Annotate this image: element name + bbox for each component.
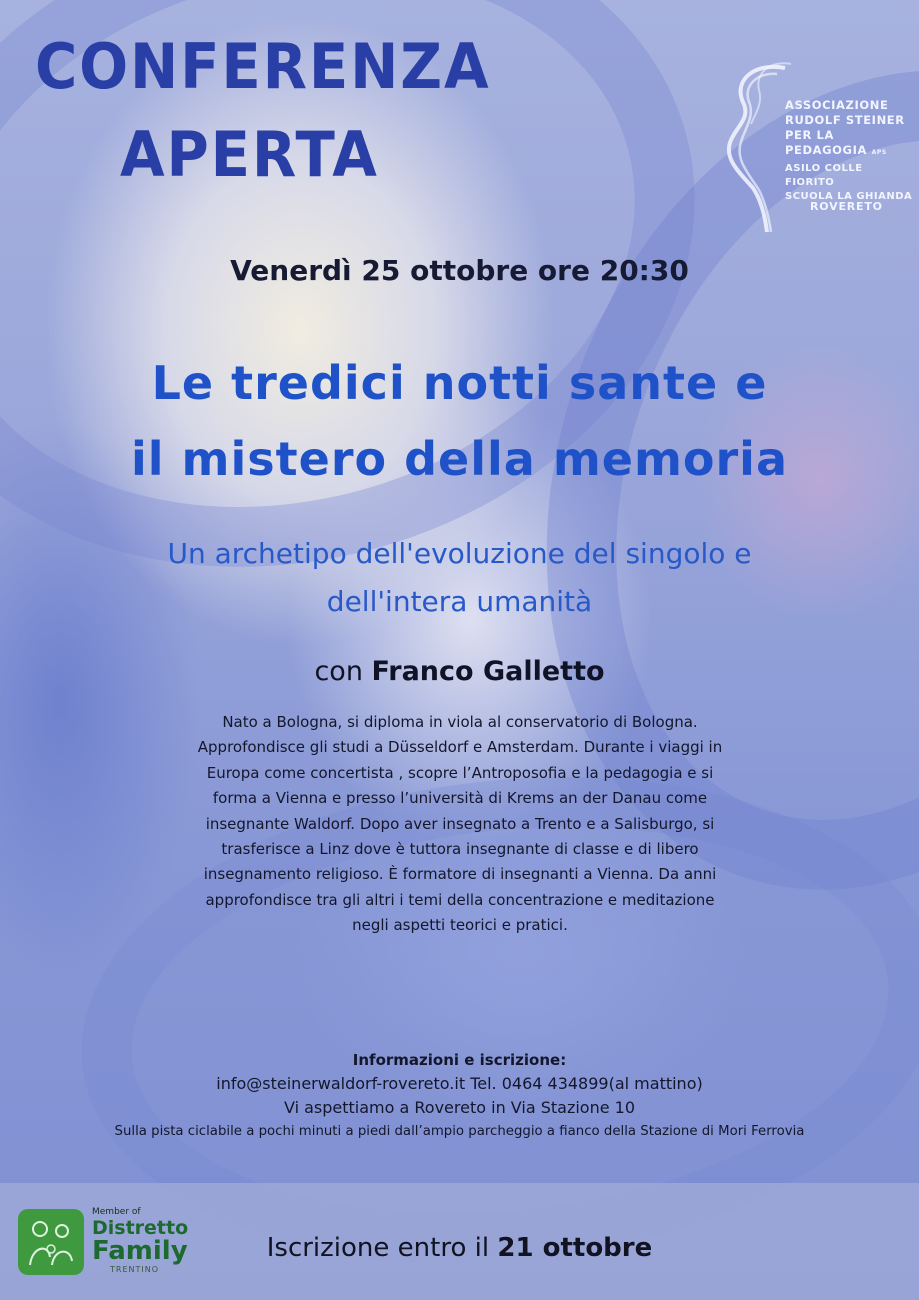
logo-line-2: RUDOLF STEINER <box>785 113 905 127</box>
bio-line: approfondisce tra gli altri i temi della concentrazione e meditazione <box>205 890 715 909</box>
bio-line: negli aspetti teorici e pratici. <box>352 916 568 935</box>
event-subtitle-line-1: Un archetipo dell'evoluzione del singolo e <box>167 537 752 570</box>
swoosh-logo-icon <box>715 60 795 240</box>
speaker-name: Franco Galletto <box>371 656 605 687</box>
bio-line: Europa come concertista , scopre l’Antroposofia e la pedagogia e si <box>206 763 714 782</box>
association-schools <box>785 162 915 204</box>
event-title-line-1: Le tredici notti sante e <box>151 356 768 410</box>
bio-line: trasferisce a Linz dove è tuttora insegnante di classe e di libero <box>221 840 699 859</box>
bio-line: insegnante Waldorf. Dopo aver insegnato a Trento e a Salisburgo, si <box>205 814 715 833</box>
bio-line: insegnamento religioso. È formatore di insegnanti a Vienna. Da anni <box>203 865 717 884</box>
registration-deadline <box>0 1233 919 1263</box>
logo-city: ROVERETO <box>810 200 883 213</box>
event-subtitle-line-2: dell'intera umanità <box>326 585 593 618</box>
event-subtitle <box>0 530 919 626</box>
family-label: Family <box>92 1236 188 1266</box>
deadline-date: 21 ottobre <box>497 1233 653 1263</box>
bio-line: forma a Vienna e presso l’università di Krems an der Danau come <box>212 789 708 808</box>
trentino-label: TRENTINO <box>110 1265 160 1274</box>
title-line-1: CONFERENZA <box>35 30 491 103</box>
distretto-label: Distretto <box>92 1217 189 1239</box>
logo-line-1: ASSOCIAZIONE <box>785 98 889 112</box>
event-title-line-2: il mistero della memoria <box>131 432 788 486</box>
bio-line: Approfondisce gli studi a Düsseldorf e Amsterdam. Durante i viaggi in <box>197 738 723 757</box>
info-heading: Informazioni e iscrizione: <box>352 1051 567 1069</box>
event-date: Venerdì 25 ottobre ore 20:30 <box>230 254 689 287</box>
contact-info <box>0 1048 919 1144</box>
title-line-2: APERTA <box>120 118 379 191</box>
directions-line: Sulla pista ciclabile a pochi minuti a piedi dall’ampio parcheggio a fianco della Stazione di Mori Ferrovia <box>114 1124 805 1139</box>
deadline-prefix: Iscrizione entro il <box>266 1233 490 1263</box>
aps-label: APS <box>871 149 887 156</box>
bio-line: Nato a Bologna, si diploma in viola al conservatorio di Bologna. <box>222 713 698 731</box>
speaker <box>0 656 919 687</box>
association-name <box>785 98 915 160</box>
member-of-label: Member of <box>92 1207 141 1217</box>
association-logo <box>715 60 915 240</box>
contact-line: info@steinerwaldorf-rovereto.it Tel. 0464 434899(al mattino) <box>216 1074 703 1093</box>
logo-line-3: PER LA PEDAGOGIA APS <box>785 128 887 157</box>
speaker-bio <box>150 710 770 939</box>
speaker-prefix: con <box>314 656 363 687</box>
logo-line-5: SCUOLA LA GHIANDA <box>785 191 913 202</box>
logo-line-4: ASILO COLLE FIORITO <box>785 163 863 188</box>
address-line: Vi aspettiamo a Rovereto in Via Stazione 10 <box>283 1098 636 1117</box>
event-title <box>0 345 919 497</box>
